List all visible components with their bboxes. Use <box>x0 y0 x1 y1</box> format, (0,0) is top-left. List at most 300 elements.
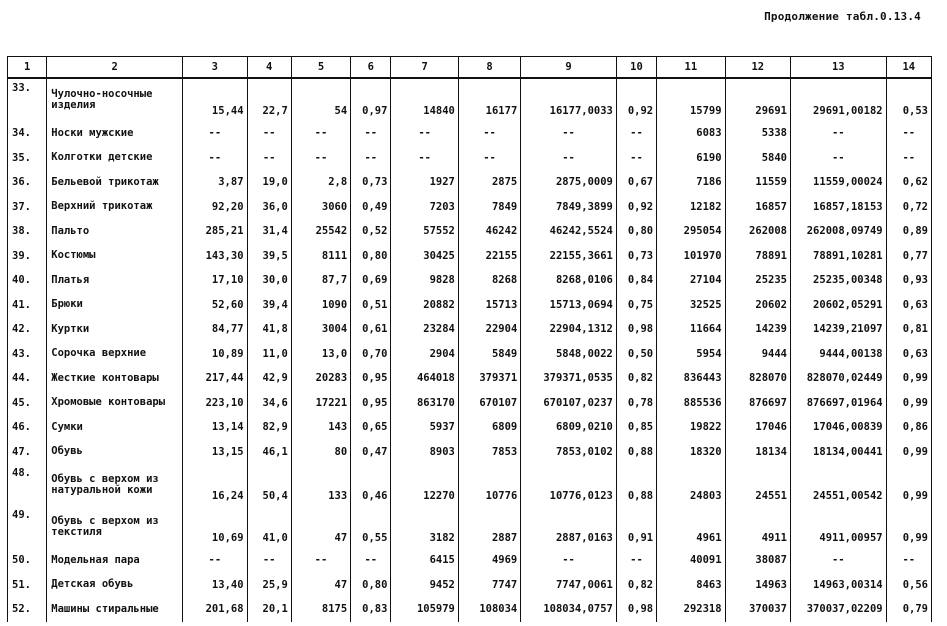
value-cell: 8175 <box>291 597 350 622</box>
row-number-cell: 37. <box>8 195 47 220</box>
value-cell: 29691 <box>725 78 790 121</box>
column-header-8: 8 <box>458 57 520 79</box>
value-cell: 40091 <box>657 548 725 573</box>
row-number-cell: 43. <box>8 342 47 367</box>
value-cell: 19,0 <box>247 170 291 195</box>
value-cell: 24551,00542 <box>790 464 886 506</box>
value-cell: 10776 <box>458 464 520 506</box>
value-cell: 14239 <box>725 317 790 342</box>
value-cell: 0,79 <box>886 597 931 622</box>
row-number-cell: 42. <box>8 317 47 342</box>
value-cell: 20283 <box>291 366 350 391</box>
product-name-cell: Колготки детские <box>47 146 183 171</box>
value-cell: 0,61 <box>351 317 391 342</box>
table-row <box>8 597 932 622</box>
value-cell: 0,85 <box>616 415 656 440</box>
row-number-cell: 52. <box>8 597 47 622</box>
value-cell: 5954 <box>657 342 725 367</box>
row-number-cell: 36. <box>8 170 47 195</box>
value-cell: 108034,0757 <box>521 597 617 622</box>
table-continuation-caption: Продолжение табл.0.13.4 <box>764 10 921 23</box>
value-cell: 0,73 <box>351 170 391 195</box>
value-cell: 18320 <box>657 440 725 465</box>
value-cell: 1090 <box>291 293 350 318</box>
value-cell: 0,95 <box>351 391 391 416</box>
value-cell: 0,99 <box>886 391 931 416</box>
value-cell: 22,7 <box>247 78 291 121</box>
table-row <box>8 219 932 244</box>
value-cell: 0,73 <box>616 244 656 269</box>
value-cell: 20602 <box>725 293 790 318</box>
value-cell: 863170 <box>391 391 458 416</box>
value-cell: 39,4 <box>247 293 291 318</box>
row-number-cell: 45. <box>8 391 47 416</box>
value-cell: 14963 <box>725 573 790 598</box>
data-table <box>7 56 932 622</box>
value-cell: 4961 <box>657 506 725 548</box>
value-cell: 108034 <box>458 597 520 622</box>
value-cell: 78891,10281 <box>790 244 886 269</box>
table-row <box>8 366 932 391</box>
value-cell: -- <box>790 548 886 573</box>
value-cell: 13,0 <box>291 342 350 367</box>
value-cell: 13,14 <box>183 415 247 440</box>
value-cell: -- <box>351 146 391 171</box>
column-header-1: 1 <box>8 57 47 79</box>
value-cell: 0,83 <box>351 597 391 622</box>
value-cell: 8268 <box>458 268 520 293</box>
row-number-cell: 33. <box>8 78 47 121</box>
value-cell: 14840 <box>391 78 458 121</box>
value-cell: 29691,00182 <box>790 78 886 121</box>
table-body <box>8 78 932 622</box>
product-name-cell: Сорочка верхние <box>47 342 183 367</box>
value-cell: 3060 <box>291 195 350 220</box>
row-number-cell: 34. <box>8 121 47 146</box>
product-name-cell: Костюмы <box>47 244 183 269</box>
value-cell: 2887,0163 <box>521 506 617 548</box>
value-cell: 4969 <box>458 548 520 573</box>
value-cell: 133 <box>291 464 350 506</box>
value-cell: -- <box>521 548 617 573</box>
product-name-cell: Брюки <box>47 293 183 318</box>
value-cell: 47 <box>291 573 350 598</box>
value-cell: 16857 <box>725 195 790 220</box>
value-cell: 5840 <box>725 146 790 171</box>
value-cell: 7203 <box>391 195 458 220</box>
value-cell: 10,69 <box>183 506 247 548</box>
column-header-14: 14 <box>886 57 931 79</box>
product-name-cell: Обувь с верхом из текстиля <box>47 506 183 548</box>
value-cell: 670107 <box>458 391 520 416</box>
product-name-cell: Сумки <box>47 415 183 440</box>
value-cell: 41,0 <box>247 506 291 548</box>
value-cell: 0,56 <box>886 573 931 598</box>
value-cell: -- <box>391 146 458 171</box>
value-cell: 7747,0061 <box>521 573 617 598</box>
table-row <box>8 573 932 598</box>
value-cell: 0,77 <box>886 244 931 269</box>
value-cell: 84,77 <box>183 317 247 342</box>
value-cell: 15,44 <box>183 78 247 121</box>
value-cell: 8268,0106 <box>521 268 617 293</box>
value-cell: 15713 <box>458 293 520 318</box>
value-cell: 27104 <box>657 268 725 293</box>
value-cell: 0,50 <box>616 342 656 367</box>
value-cell: -- <box>183 146 247 171</box>
value-cell: 57552 <box>391 219 458 244</box>
value-cell: 143 <box>291 415 350 440</box>
column-header-5: 5 <box>291 57 350 79</box>
value-cell: 22155 <box>458 244 520 269</box>
value-cell: 836443 <box>657 366 725 391</box>
value-cell: 46,1 <box>247 440 291 465</box>
value-cell: 38087 <box>725 548 790 573</box>
product-name-cell: Хромовые контовары <box>47 391 183 416</box>
value-cell: 6190 <box>657 146 725 171</box>
value-cell: 11,0 <box>247 342 291 367</box>
value-cell: 0,86 <box>886 415 931 440</box>
value-cell: 8111 <box>291 244 350 269</box>
value-cell: 2875 <box>458 170 520 195</box>
product-name-cell: Платья <box>47 268 183 293</box>
value-cell: 0,72 <box>886 195 931 220</box>
product-name-cell: Обувь <box>47 440 183 465</box>
value-cell: 201,68 <box>183 597 247 622</box>
value-cell: 4911 <box>725 506 790 548</box>
column-header-12: 12 <box>725 57 790 79</box>
value-cell: 6415 <box>391 548 458 573</box>
table-row <box>8 415 932 440</box>
table-row <box>8 170 932 195</box>
column-header-11: 11 <box>657 57 725 79</box>
value-cell: 0,88 <box>616 464 656 506</box>
value-cell: 20602,05291 <box>790 293 886 318</box>
value-cell: 14963,00314 <box>790 573 886 598</box>
value-cell: 7849,3899 <box>521 195 617 220</box>
column-header-2: 2 <box>47 57 183 79</box>
value-cell: 292318 <box>657 597 725 622</box>
value-cell: 23284 <box>391 317 458 342</box>
value-cell: 12182 <box>657 195 725 220</box>
value-cell: -- <box>458 121 520 146</box>
value-cell: 42,9 <box>247 366 291 391</box>
product-name-cell: Машины стиральные <box>47 597 183 622</box>
value-cell: 16177 <box>458 78 520 121</box>
value-cell: 16,24 <box>183 464 247 506</box>
value-cell: 3182 <box>391 506 458 548</box>
value-cell: 20,1 <box>247 597 291 622</box>
value-cell: 46242 <box>458 219 520 244</box>
value-cell: 0,82 <box>616 573 656 598</box>
value-cell: 262008,09749 <box>790 219 886 244</box>
value-cell: -- <box>886 121 931 146</box>
value-cell: -- <box>291 146 350 171</box>
table-row <box>8 78 932 121</box>
value-cell: 54 <box>291 78 350 121</box>
value-cell: -- <box>886 146 931 171</box>
value-cell: 670107,0237 <box>521 391 617 416</box>
value-cell: 17046 <box>725 415 790 440</box>
value-cell: 3004 <box>291 317 350 342</box>
value-cell: 11664 <box>657 317 725 342</box>
value-cell: -- <box>391 121 458 146</box>
value-cell: 11559 <box>725 170 790 195</box>
value-cell: -- <box>247 548 291 573</box>
value-cell: 7849 <box>458 195 520 220</box>
value-cell: 379371,0535 <box>521 366 617 391</box>
value-cell: 18134,00441 <box>790 440 886 465</box>
value-cell: 0,49 <box>351 195 391 220</box>
value-cell: 2,8 <box>291 170 350 195</box>
value-cell: 828070,02449 <box>790 366 886 391</box>
value-cell: 876697 <box>725 391 790 416</box>
value-cell: 19822 <box>657 415 725 440</box>
value-cell: 217,44 <box>183 366 247 391</box>
value-cell: 0,99 <box>886 506 931 548</box>
table-row <box>8 146 932 171</box>
value-cell: 0,99 <box>886 440 931 465</box>
column-header-10: 10 <box>616 57 656 79</box>
value-cell: 2887 <box>458 506 520 548</box>
value-cell: 885536 <box>657 391 725 416</box>
value-cell: 8903 <box>391 440 458 465</box>
row-number-cell: 48. <box>8 464 47 506</box>
value-cell: 0,53 <box>886 78 931 121</box>
value-cell: 370037 <box>725 597 790 622</box>
value-cell: 4911,00957 <box>790 506 886 548</box>
value-cell: -- <box>183 121 247 146</box>
value-cell: 379371 <box>458 366 520 391</box>
value-cell: 12270 <box>391 464 458 506</box>
row-number-cell: 38. <box>8 219 47 244</box>
value-cell: 20882 <box>391 293 458 318</box>
value-cell: 0,99 <box>886 464 931 506</box>
value-cell: 14239,21097 <box>790 317 886 342</box>
column-header-13: 13 <box>790 57 886 79</box>
value-cell: 25235 <box>725 268 790 293</box>
value-cell: 2904 <box>391 342 458 367</box>
value-cell: -- <box>183 548 247 573</box>
column-header-4: 4 <box>247 57 291 79</box>
row-number-cell: 51. <box>8 573 47 598</box>
table-row <box>8 195 932 220</box>
value-cell: 876697,01964 <box>790 391 886 416</box>
product-name-cell: Детская обувь <box>47 573 183 598</box>
value-cell: 9452 <box>391 573 458 598</box>
value-cell: 5338 <box>725 121 790 146</box>
value-cell: 285,21 <box>183 219 247 244</box>
table-row <box>8 244 932 269</box>
value-cell: -- <box>616 121 656 146</box>
value-cell: 0,47 <box>351 440 391 465</box>
value-cell: 0,99 <box>886 366 931 391</box>
product-name-cell: Чулочно-носочные изделия <box>47 78 183 121</box>
value-cell: 41,8 <box>247 317 291 342</box>
value-cell: 0,63 <box>886 293 931 318</box>
value-cell: 52,60 <box>183 293 247 318</box>
table-row <box>8 464 932 506</box>
value-cell: 0,80 <box>616 219 656 244</box>
value-cell: 30425 <box>391 244 458 269</box>
value-cell: 87,7 <box>291 268 350 293</box>
value-cell: 24551 <box>725 464 790 506</box>
value-cell: 22155,3661 <box>521 244 617 269</box>
value-cell: 9444 <box>725 342 790 367</box>
value-cell: 24803 <box>657 464 725 506</box>
column-header-7: 7 <box>391 57 458 79</box>
product-name-cell: Жесткие контовары <box>47 366 183 391</box>
value-cell: 82,9 <box>247 415 291 440</box>
column-header-6: 6 <box>351 57 391 79</box>
value-cell: 0,52 <box>351 219 391 244</box>
value-cell: 223,10 <box>183 391 247 416</box>
product-name-cell: Модельная пара <box>47 548 183 573</box>
row-number-cell: 47. <box>8 440 47 465</box>
value-cell: 7186 <box>657 170 725 195</box>
value-cell: 32525 <box>657 293 725 318</box>
value-cell: 370037,02209 <box>790 597 886 622</box>
value-cell: 0,46 <box>351 464 391 506</box>
header-row <box>8 57 932 79</box>
value-cell: 0,97 <box>351 78 391 121</box>
value-cell: -- <box>521 146 617 171</box>
table-row <box>8 293 932 318</box>
value-cell: 1927 <box>391 170 458 195</box>
value-cell: -- <box>616 146 656 171</box>
value-cell: -- <box>291 121 350 146</box>
row-number-cell: 46. <box>8 415 47 440</box>
value-cell: 5849 <box>458 342 520 367</box>
value-cell: 0,69 <box>351 268 391 293</box>
value-cell: 0,93 <box>886 268 931 293</box>
value-cell: 78891 <box>725 244 790 269</box>
value-cell: 0,82 <box>616 366 656 391</box>
value-cell: 80 <box>291 440 350 465</box>
product-name-cell: Верхний трикотаж <box>47 195 183 220</box>
value-cell: 22904,1312 <box>521 317 617 342</box>
row-number-cell: 44. <box>8 366 47 391</box>
value-cell: 13,15 <box>183 440 247 465</box>
value-cell: 7853 <box>458 440 520 465</box>
value-cell: 11559,00024 <box>790 170 886 195</box>
value-cell: 16857,18153 <box>790 195 886 220</box>
table-row <box>8 391 932 416</box>
value-cell: 6809 <box>458 415 520 440</box>
table-row <box>8 506 932 548</box>
value-cell: 0,75 <box>616 293 656 318</box>
value-cell: 0,98 <box>616 317 656 342</box>
value-cell: 105979 <box>391 597 458 622</box>
value-cell: 0,51 <box>351 293 391 318</box>
value-cell: 295054 <box>657 219 725 244</box>
value-cell: 0,67 <box>616 170 656 195</box>
value-cell: 39,5 <box>247 244 291 269</box>
product-name-cell: Бельевой трикотаж <box>47 170 183 195</box>
value-cell: 10776,0123 <box>521 464 617 506</box>
value-cell: 0,65 <box>351 415 391 440</box>
value-cell: 0,91 <box>616 506 656 548</box>
value-cell: 47 <box>291 506 350 548</box>
value-cell: 3,87 <box>183 170 247 195</box>
value-cell: -- <box>247 121 291 146</box>
value-cell: 0,80 <box>351 244 391 269</box>
value-cell: 16177,0033 <box>521 78 617 121</box>
value-cell: 8463 <box>657 573 725 598</box>
value-cell: -- <box>521 121 617 146</box>
value-cell: 36,0 <box>247 195 291 220</box>
value-cell: 7747 <box>458 573 520 598</box>
value-cell: 0,70 <box>351 342 391 367</box>
value-cell: 0,88 <box>616 440 656 465</box>
value-cell: 0,92 <box>616 195 656 220</box>
table-row <box>8 317 932 342</box>
value-cell: 17046,00839 <box>790 415 886 440</box>
value-cell: 6083 <box>657 121 725 146</box>
value-cell: 46242,5524 <box>521 219 617 244</box>
value-cell: 0,55 <box>351 506 391 548</box>
value-cell: 0,84 <box>616 268 656 293</box>
value-cell: -- <box>886 548 931 573</box>
value-cell: 10,89 <box>183 342 247 367</box>
row-number-cell: 50. <box>8 548 47 573</box>
value-cell: 25542 <box>291 219 350 244</box>
value-cell: 143,30 <box>183 244 247 269</box>
value-cell: 5848,0022 <box>521 342 617 367</box>
table-row <box>8 342 932 367</box>
value-cell: 0,78 <box>616 391 656 416</box>
value-cell: -- <box>790 146 886 171</box>
column-header-9: 9 <box>521 57 617 79</box>
value-cell: 22904 <box>458 317 520 342</box>
table-row <box>8 440 932 465</box>
value-cell: 0,89 <box>886 219 931 244</box>
value-cell: 0,98 <box>616 597 656 622</box>
value-cell: 34,6 <box>247 391 291 416</box>
value-cell: -- <box>458 146 520 171</box>
value-cell: 0,80 <box>351 573 391 598</box>
value-cell: -- <box>351 548 391 573</box>
value-cell: 15799 <box>657 78 725 121</box>
value-cell: 18134 <box>725 440 790 465</box>
value-cell: 7853,0102 <box>521 440 617 465</box>
row-number-cell: 35. <box>8 146 47 171</box>
value-cell: 92,20 <box>183 195 247 220</box>
row-number-cell: 49. <box>8 506 47 548</box>
value-cell: -- <box>616 548 656 573</box>
value-cell: 101970 <box>657 244 725 269</box>
value-cell: 31,4 <box>247 219 291 244</box>
value-cell: 6809,0210 <box>521 415 617 440</box>
table-row <box>8 268 932 293</box>
value-cell: 50,4 <box>247 464 291 506</box>
value-cell: 2875,0009 <box>521 170 617 195</box>
value-cell: -- <box>790 121 886 146</box>
value-cell: 5937 <box>391 415 458 440</box>
value-cell: -- <box>247 146 291 171</box>
column-header-3: 3 <box>183 57 247 79</box>
value-cell: 0,95 <box>351 366 391 391</box>
value-cell: 262008 <box>725 219 790 244</box>
value-cell: 13,40 <box>183 573 247 598</box>
table-row <box>8 548 932 573</box>
value-cell: 9828 <box>391 268 458 293</box>
row-number-cell: 40. <box>8 268 47 293</box>
value-cell: -- <box>291 548 350 573</box>
row-number-cell: 41. <box>8 293 47 318</box>
value-cell: 15713,0694 <box>521 293 617 318</box>
value-cell: 464018 <box>391 366 458 391</box>
